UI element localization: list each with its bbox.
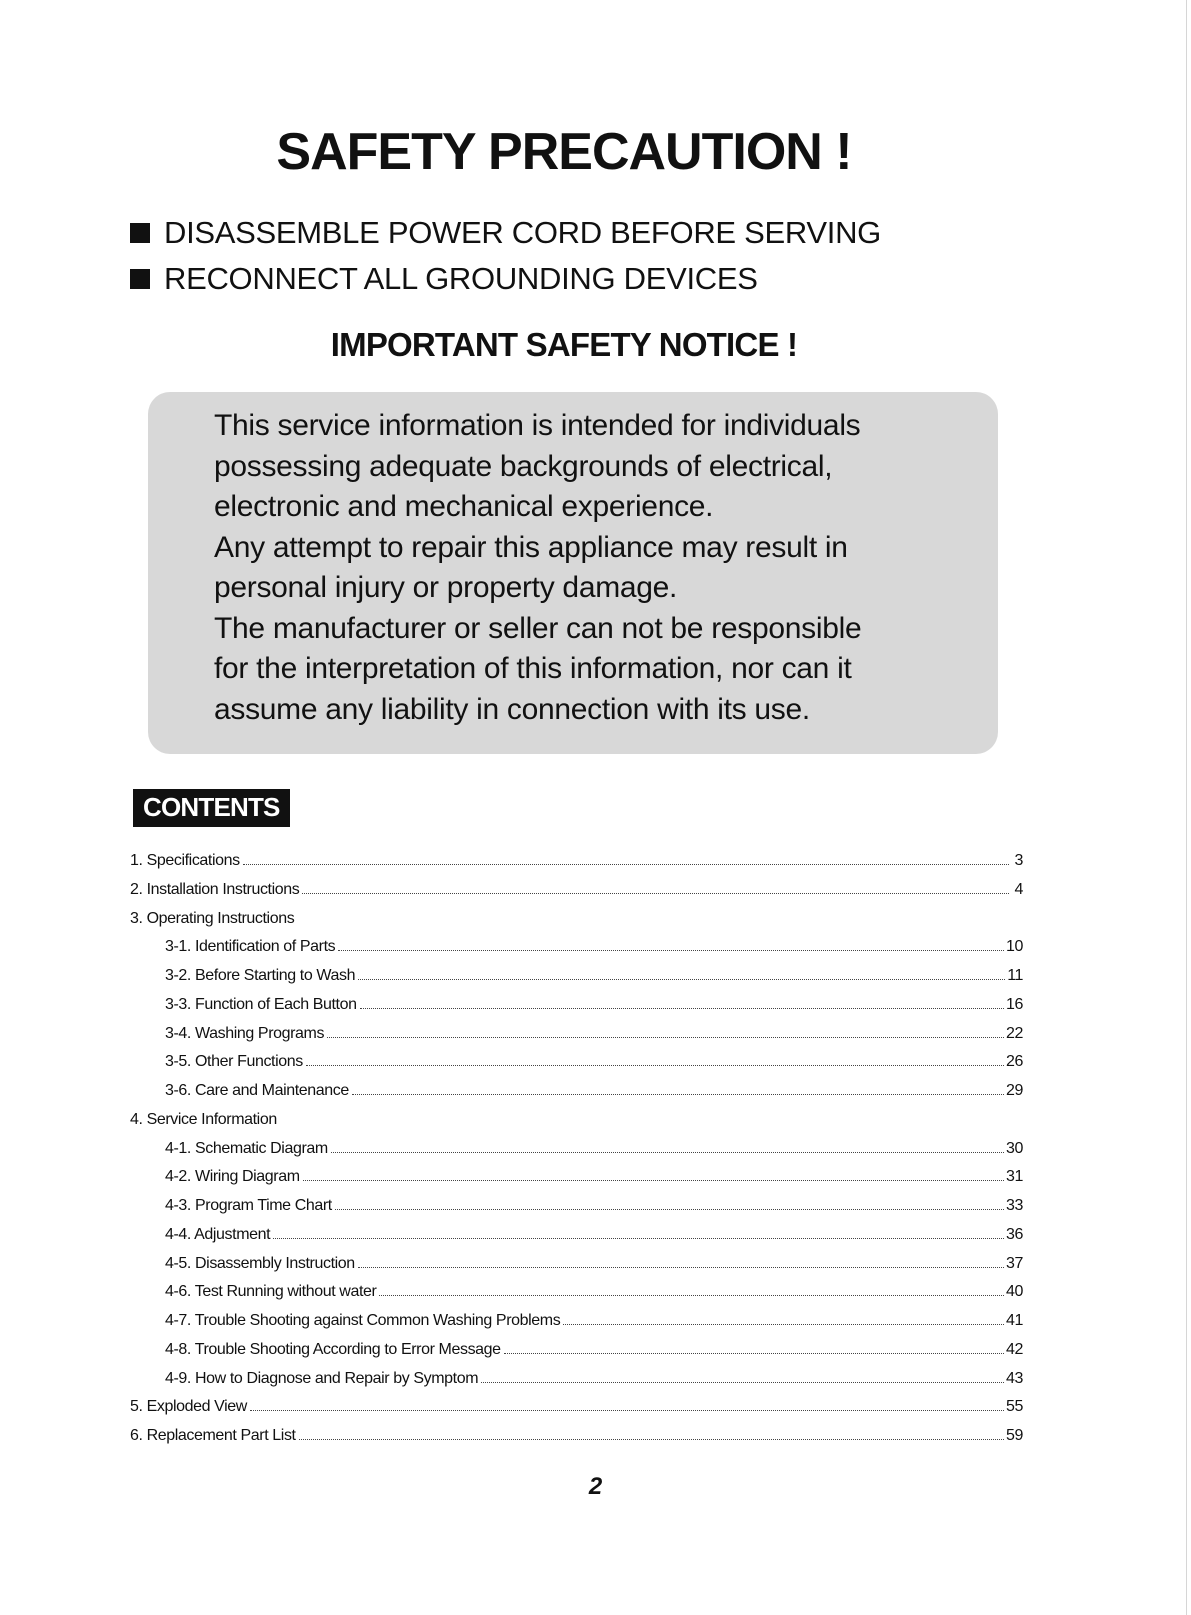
toc-entry-title: 4-5. Disassembly Instruction bbox=[165, 1254, 355, 1272]
toc-entry-title: 6. Replacement Part List bbox=[130, 1427, 296, 1444]
table-of-contents bbox=[130, 852, 1023, 1456]
toc-entry bbox=[130, 1197, 1023, 1226]
notice-line: assume any liability in connection with its use. bbox=[214, 692, 810, 726]
toc-entry-page: 16 bbox=[1006, 995, 1023, 1013]
toc-entry bbox=[130, 1140, 1023, 1169]
toc-entry-title: 4-9. How to Diagnose and Repair by Symptom bbox=[165, 1369, 479, 1387]
warning-text: RECONNECT ALL GROUNDING DEVICES bbox=[164, 261, 758, 296]
warning-item bbox=[130, 256, 881, 302]
toc-entry-title: 3-1. Identification of Parts bbox=[165, 938, 336, 956]
toc-leader-dots bbox=[302, 892, 1009, 894]
toc-entry-title: 4. Service Information bbox=[130, 1110, 277, 1128]
toc-entry-page: 4 bbox=[1014, 880, 1023, 898]
toc-entry-page: 43 bbox=[1006, 1369, 1023, 1387]
toc-entry-page: 29 bbox=[1006, 1082, 1023, 1099]
toc-leader-dots bbox=[331, 1151, 1004, 1153]
square-bullet-icon bbox=[130, 223, 150, 243]
notice-heading: IMPORTANT SAFETY NOTICE ! bbox=[330, 326, 798, 363]
notice-line: personal injury or property damage. bbox=[214, 571, 678, 604]
toc-entry-page: 31 bbox=[1006, 1168, 1023, 1186]
toc-leader-dots bbox=[481, 1381, 1004, 1383]
page-number: 2 bbox=[588, 1473, 603, 1500]
toc-entry bbox=[130, 1341, 1023, 1370]
toc-entry-title: 3-2. Before Starting to Wash bbox=[165, 967, 356, 984]
toc-entry-title: 5. Exploded View bbox=[130, 1398, 247, 1416]
toc-entry-title: 3-4. Washing Programs bbox=[165, 1024, 325, 1042]
notice-line: possessing adequate backgrounds of electrical, bbox=[214, 449, 833, 483]
toc-entry-title: 4-1. Schematic Diagram bbox=[165, 1139, 328, 1157]
toc-entry bbox=[130, 852, 1023, 881]
toc-entry bbox=[130, 1255, 1023, 1284]
page-title: SAFETY PRECAUTION ! bbox=[276, 123, 852, 181]
toc-entry bbox=[130, 1082, 1023, 1111]
warning-item bbox=[130, 210, 881, 256]
toc-leader-dots bbox=[379, 1294, 1004, 1296]
toc-leader-dots bbox=[327, 1036, 1004, 1038]
toc-leader-dots bbox=[358, 1266, 1004, 1268]
safety-notice-box bbox=[148, 392, 998, 754]
toc-entry-title: 1. Specifications bbox=[130, 852, 240, 869]
toc-entry-title: 3-3. Function of Each Button bbox=[165, 995, 357, 1013]
toc-entry bbox=[130, 1025, 1023, 1054]
toc-entry-title: 3-5. Other Functions bbox=[165, 1053, 303, 1071]
toc-entry bbox=[130, 967, 1023, 996]
toc-leader-dots bbox=[243, 863, 1009, 865]
toc-entry-title: 4-7. Trouble Shooting against Common Washing Problems bbox=[165, 1312, 561, 1329]
toc-section-heading bbox=[130, 1111, 1023, 1140]
toc-entry bbox=[130, 1226, 1023, 1255]
toc-entry-page: 55 bbox=[1006, 1398, 1023, 1416]
toc-entry-page: 30 bbox=[1006, 1139, 1023, 1157]
toc-entry-page: 37 bbox=[1006, 1254, 1023, 1272]
toc-entry-title: 4-3. Program Time Chart bbox=[165, 1197, 332, 1214]
toc-leader-dots bbox=[299, 1438, 1004, 1440]
toc-entry-page: 3 bbox=[1014, 852, 1023, 869]
toc-leader-dots bbox=[360, 1007, 1004, 1009]
toc-leader-dots bbox=[338, 949, 1004, 951]
toc-entry bbox=[130, 1398, 1023, 1427]
toc-entry bbox=[130, 1168, 1023, 1197]
toc-leader-dots bbox=[273, 1237, 1004, 1239]
toc-leader-dots bbox=[335, 1208, 1004, 1210]
toc-entry-title: 3. Operating Instructions bbox=[130, 909, 295, 927]
toc-entry-page: 26 bbox=[1006, 1053, 1023, 1071]
square-bullet-icon bbox=[130, 269, 150, 289]
toc-entry-page: 11 bbox=[1007, 967, 1023, 984]
toc-leader-dots bbox=[306, 1064, 1004, 1066]
toc-entry bbox=[130, 1427, 1023, 1456]
warning-text: DISASSEMBLE POWER CORD BEFORE SERVING bbox=[164, 215, 881, 250]
notice-line: for the interpretation of this information, nor can it bbox=[214, 652, 852, 685]
toc-entry-page: 42 bbox=[1006, 1340, 1023, 1358]
notice-line: This service information is intended for individuals bbox=[214, 409, 861, 442]
page-edge-line bbox=[1186, 0, 1187, 1615]
toc-entry bbox=[130, 1370, 1023, 1399]
toc-leader-dots bbox=[563, 1323, 1004, 1325]
toc-leader-dots bbox=[250, 1409, 1004, 1411]
notice-line: electronic and mechanical experience. bbox=[214, 490, 714, 523]
toc-entry bbox=[130, 996, 1023, 1025]
toc-entry-page: 22 bbox=[1006, 1024, 1023, 1042]
toc-entry-title: 3-6. Care and Maintenance bbox=[165, 1082, 349, 1099]
notice-line: Any attempt to repair this appliance may result in bbox=[214, 530, 848, 564]
toc-entry-page: 59 bbox=[1006, 1427, 1023, 1444]
notice-line: The manufacturer or seller can not be responsible bbox=[214, 611, 862, 645]
toc-section-heading bbox=[130, 910, 1023, 939]
toc-leader-dots bbox=[504, 1352, 1004, 1354]
toc-entry-title: 4-2. Wiring Diagram bbox=[165, 1168, 300, 1186]
toc-entry-page: 40 bbox=[1006, 1283, 1023, 1301]
toc-entry-title: 4-6. Test Running without water bbox=[165, 1283, 377, 1301]
toc-entry bbox=[130, 938, 1023, 967]
toc-entry-page: 36 bbox=[1006, 1225, 1023, 1243]
toc-leader-dots bbox=[303, 1179, 1004, 1181]
toc-entry bbox=[130, 1283, 1023, 1312]
warning-list bbox=[130, 210, 881, 302]
toc-entry-title: 4-8. Trouble Shooting According to Error Message bbox=[165, 1340, 501, 1358]
toc-entry-page: 10 bbox=[1006, 938, 1023, 956]
toc-entry bbox=[130, 881, 1023, 910]
contents-label: CONTENTS bbox=[133, 789, 290, 827]
toc-entry-title: 4-4. Adjustment bbox=[165, 1225, 271, 1243]
toc-entry-title: 2. Installation Instructions bbox=[130, 880, 300, 898]
toc-entry-page: 41 bbox=[1006, 1312, 1023, 1329]
toc-entry-page: 33 bbox=[1006, 1197, 1023, 1214]
toc-entry bbox=[130, 1053, 1023, 1082]
toc-entry bbox=[130, 1312, 1023, 1341]
toc-leader-dots bbox=[358, 978, 1005, 980]
toc-leader-dots bbox=[352, 1093, 1004, 1095]
